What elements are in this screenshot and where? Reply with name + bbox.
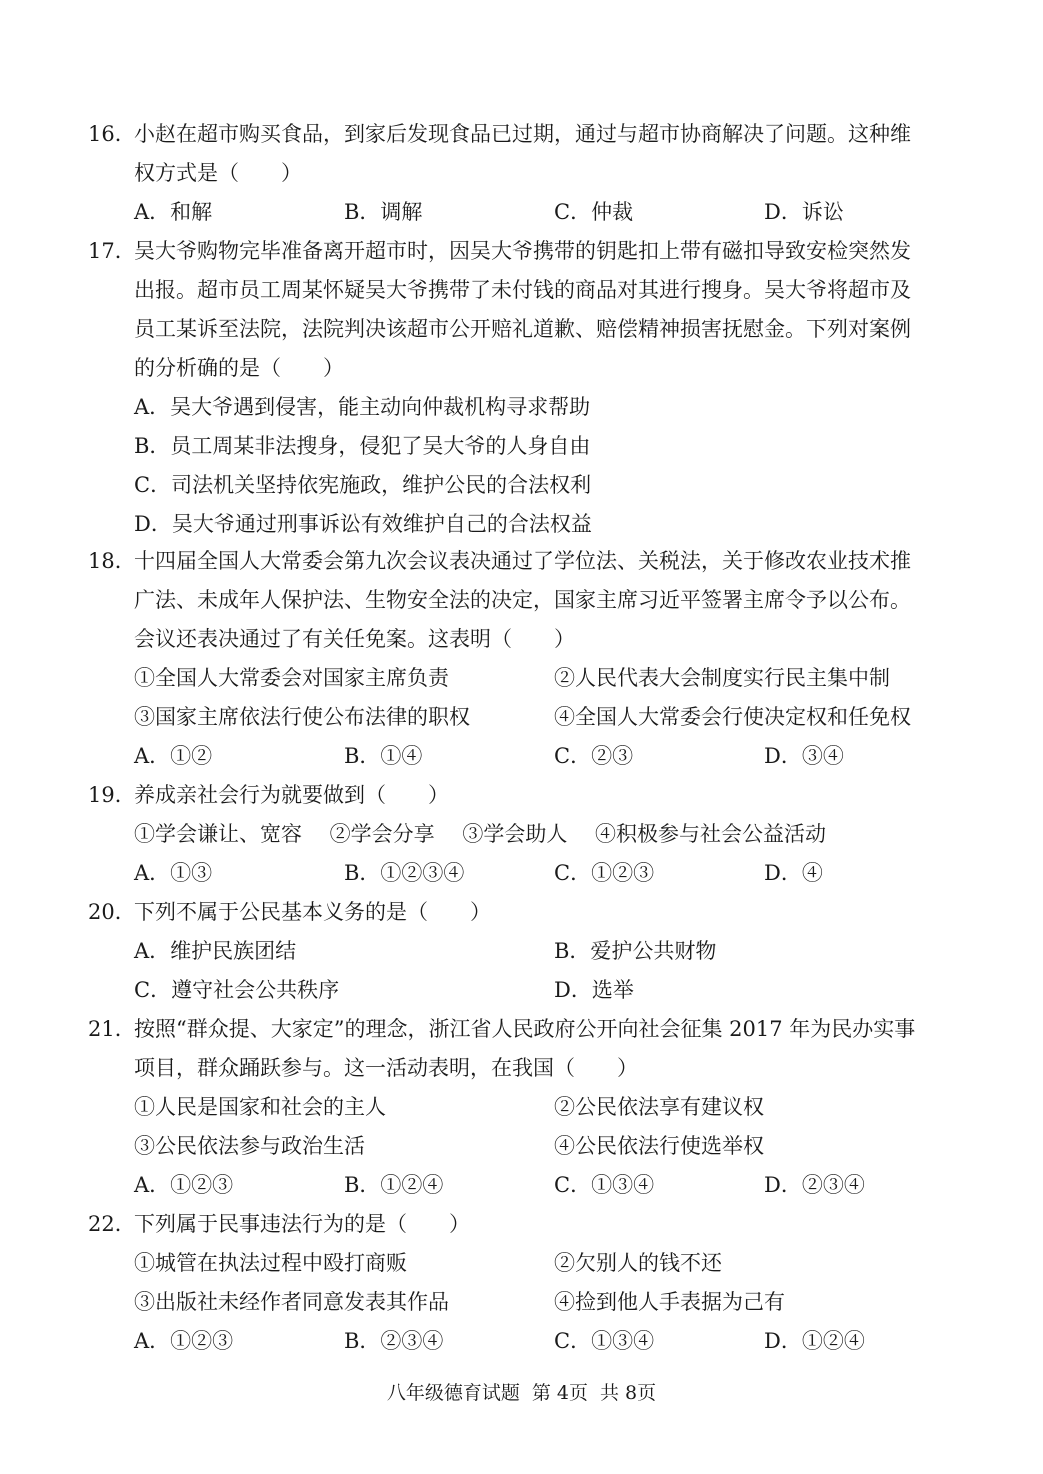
option-a: A．①③ <box>134 861 213 885</box>
question-number: 21． <box>88 1017 136 1041</box>
question-text: 会议还表决通过了有关任免案。这表明（ ） <box>134 627 575 651</box>
question-18 <box>88 542 968 776</box>
option-c: C．仲裁 <box>554 200 634 224</box>
option-d: D．吴大爷通过刑事诉讼有效维护自己的合法权益 <box>134 512 592 536</box>
option-c: C．①③④ <box>554 1329 655 1353</box>
option-c: C．遵守社会公共秩序 <box>134 978 340 1002</box>
question-16 <box>88 115 968 232</box>
statement-4: ④公民依法行使选举权 <box>554 1134 764 1158</box>
statement-2: ②人民代表大会制度实行民主集中制 <box>554 666 890 690</box>
option-a: A．①② <box>134 744 213 768</box>
option-d: D．②③④ <box>764 1173 865 1197</box>
statement-1: ①人民是国家和社会的主人 <box>134 1095 386 1119</box>
option-c: C．②③ <box>554 744 634 768</box>
option-a: A．①②③ <box>134 1329 234 1353</box>
option-c: C．司法机关坚持依宪施政，维护公民的合法权利 <box>134 473 592 497</box>
question-text: 的分析确的是（ ） <box>134 356 344 380</box>
question-19 <box>88 776 968 893</box>
question-number: 22． <box>88 1212 136 1236</box>
question-text: 员工某诉至法院，法院判决该超市公开赔礼道歉、赔偿精神损害抚慰金。下列对案例 <box>134 317 911 341</box>
option-d: D．选举 <box>554 978 634 1002</box>
option-a: A．维护民族团结 <box>134 939 297 963</box>
option-b: B．②③④ <box>344 1329 444 1353</box>
option-b: B．调解 <box>344 200 423 224</box>
question-number: 20． <box>88 900 136 924</box>
question-text: 十四届全国人大常委会第九次会议表决通过了学位法、关税法，关于修改农业技术推 <box>134 549 911 573</box>
option-b: B．爱护公共财物 <box>554 939 717 963</box>
statement-2: ②公民依法享有建议权 <box>554 1095 764 1119</box>
statement-1: ①全国人大常委会对国家主席负责 <box>134 666 449 690</box>
option-c: C．①③④ <box>554 1173 655 1197</box>
question-text: 出报。超市员工周某怀疑吴大爷携带了未付钱的商品对其进行搜身。吴大爷将超市及 <box>134 278 911 302</box>
question-number: 16． <box>88 122 136 146</box>
option-b: B．①②④ <box>344 1173 444 1197</box>
question-text: 吴大爷购物完毕准备离开超市时，因吴大爷携带的钥匙扣上带有磁扣导致安检突然发 <box>134 239 911 263</box>
option-a: A．和解 <box>134 200 213 224</box>
question-text: 广法、未成年人保护法、生物安全法的决定，国家主席习近平签署主席令予以公布。 <box>134 588 911 612</box>
question-21 <box>88 1010 968 1205</box>
question-text: 下列属于民事违法行为的是（ ） <box>134 1212 470 1236</box>
option-a: A．①②③ <box>134 1173 234 1197</box>
option-b: B．①②③④ <box>344 861 465 885</box>
question-number: 19． <box>88 783 136 807</box>
statements: ①学会谦让、宽容 ②学会分享 ③学会助人 ④积极参与社会公益活动 <box>134 822 827 846</box>
statement-2: ②欠别人的钱不还 <box>554 1251 722 1275</box>
statement-3: ③公民依法参与政治生活 <box>134 1134 365 1158</box>
page-footer <box>0 1378 1043 1408</box>
option-b: B．①④ <box>344 744 423 768</box>
question-text: 下列不属于公民基本义务的是（ ） <box>134 900 491 924</box>
option-b: B．员工周某非法搜身，侵犯了吴大爷的人身自由 <box>134 434 591 458</box>
option-d: D．①②④ <box>764 1329 865 1353</box>
footer-title: 八年级德育试题 <box>386 1382 520 1404</box>
statement-1: ①城管在执法过程中殴打商贩 <box>134 1251 407 1275</box>
option-a: A．吴大爷遇到侵害，能主动向仲裁机构寻求帮助 <box>134 395 591 419</box>
option-d: D．③④ <box>764 744 844 768</box>
statement-4: ④捡到他人手表据为己有 <box>554 1290 785 1314</box>
question-number: 17． <box>88 239 136 263</box>
question-text: 养成亲社会行为就要做到（ ） <box>134 783 449 807</box>
option-d: D．诉讼 <box>764 200 844 224</box>
question-text: 项目，群众踊跃参与。这一活动表明，在我国（ ） <box>134 1056 638 1080</box>
question-text: 按照“群众提、大家定”的理念，浙江省人民政府公开向社会征集 2017 年为民办实事 <box>134 1017 916 1041</box>
statement-4: ④全国人大常委会行使决定权和任免权 <box>554 705 911 729</box>
question-22 <box>88 1205 968 1361</box>
footer-page-number: 第 4页 <box>531 1382 588 1404</box>
question-text: 小赵在超市购买食品，到家后发现食品已过期，通过与超市协商解决了问题。这种维 <box>134 122 911 146</box>
question-17 <box>88 232 968 544</box>
option-c: C．①②③ <box>554 861 655 885</box>
question-number: 18． <box>88 549 136 573</box>
question-text: 权方式是（ ） <box>134 161 302 185</box>
option-d: D．④ <box>764 861 823 885</box>
question-20 <box>88 893 968 1010</box>
statement-3: ③出版社未经作者同意发表其作品 <box>134 1290 449 1314</box>
footer-total-pages: 共 8页 <box>600 1382 657 1404</box>
statement-3: ③国家主席依法行使公布法律的职权 <box>134 705 470 729</box>
